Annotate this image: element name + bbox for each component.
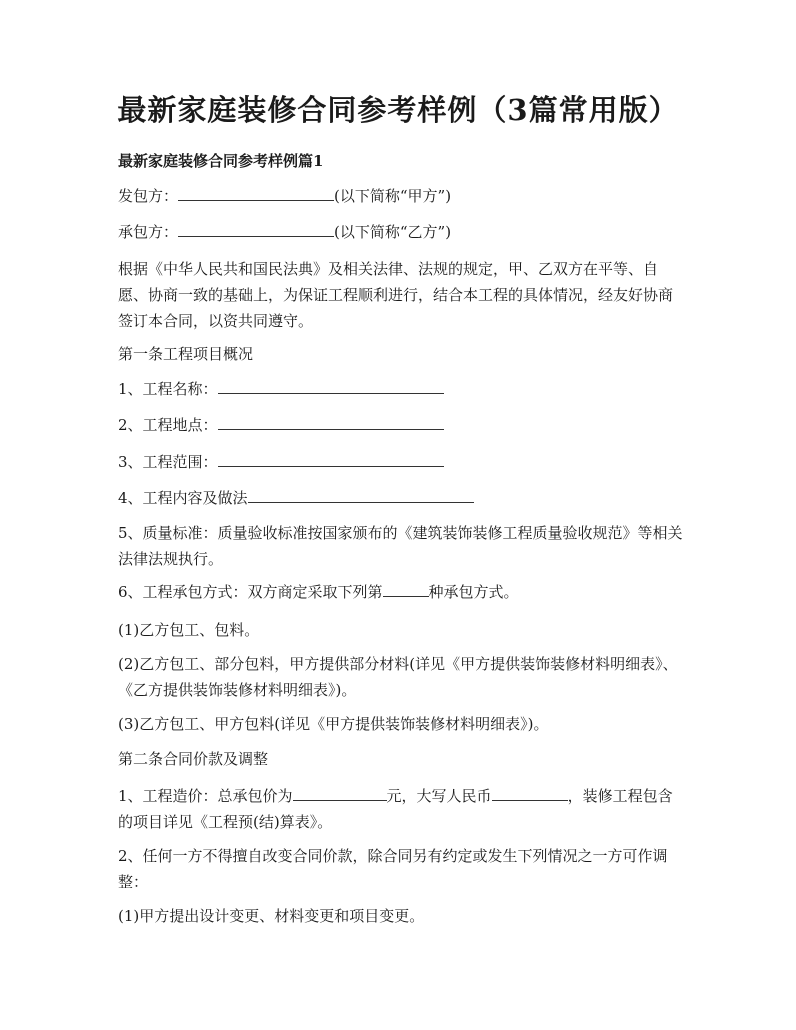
project-content-blank [248, 487, 474, 503]
option-2: (2)乙方包工、部分包料，甲方提供部分材料(详见《甲方提供装饰装修材料明细表》、《乙方提供装饰装修材料明细表》)。 [118, 655, 678, 699]
project-location-blank [218, 414, 444, 430]
article1-heading: 第一条工程项目概况 [118, 345, 254, 363]
project-name-blank [218, 378, 444, 394]
article2-heading: 第二条合同价款及调整 [118, 750, 269, 768]
option-1: (1)乙方包工、包料。 [118, 621, 260, 639]
article2-item1 [118, 783, 684, 835]
party-b-label: 承包方： [118, 223, 179, 241]
section-title: 最新家庭装修合同参考样例篇1 [118, 152, 324, 170]
document-title: 最新家庭装修合同参考样例（3篇常用版） [117, 93, 679, 127]
project-content-label: 4、工程内容及做法 [118, 489, 248, 507]
project-location-label: 2、工程地点： [118, 416, 218, 434]
article1-item4 [118, 485, 684, 511]
article2-sub1: (1)甲方提出设计变更、材料变更和项目变更。 [118, 907, 425, 925]
contract-mode-blank [383, 581, 429, 597]
price-suffix: ，装修工程包含的项目详见《工程预(结)算表》。 [118, 787, 673, 831]
price-mid: 元，大写人民币 [386, 787, 492, 805]
party-a-blank [178, 185, 334, 201]
price-blank [293, 785, 387, 801]
article1-item3 [118, 449, 684, 475]
article1-item1 [118, 376, 684, 402]
price-prefix: 1、工程造价：总承包价为 [118, 787, 293, 805]
contract-mode-prefix: 6、工程承包方式：双方商定采取下列第 [118, 583, 383, 601]
party-a-label: 发包方： [118, 187, 179, 205]
article2-item2: 2、任何一方不得擅自改变合同价款，除合同另有约定或发生下列情况之一方可作调整： [118, 847, 668, 891]
article1-item5: 5、质量标准：质量验收标准按国家颁布的《建筑装饰装修工程质量验收规范》等相关法律法规执行。 [118, 524, 683, 568]
price-rmb-blank [492, 785, 568, 801]
project-name-label: 1、工程名称： [118, 380, 218, 398]
party-b-blank [178, 221, 334, 237]
article1-item6 [118, 579, 684, 605]
project-scope-blank [218, 451, 444, 467]
article1-item2 [118, 412, 684, 438]
party-b-suffix: (以下简称“乙方”) [334, 223, 452, 241]
intro-paragraph: 根据《中华人民共和国民法典》及相关法律、法规的规定，甲、乙双方在平等、自愿、协商一致的基础上，为保证工程顺利进行，结合本工程的具体情况，经友好协商签订本合同，以资共同遵守。 [118, 260, 674, 330]
party-a-suffix: (以下简称“甲方”) [334, 187, 452, 205]
party-a-line [118, 183, 684, 209]
party-b-line [118, 219, 684, 245]
project-scope-label: 3、工程范围： [118, 453, 218, 471]
contract-mode-suffix: 种承包方式。 [428, 583, 519, 601]
option-3: (3)乙方包工、甲方包料(详见《甲方提供装饰装修材料明细表》)。 [118, 715, 549, 733]
